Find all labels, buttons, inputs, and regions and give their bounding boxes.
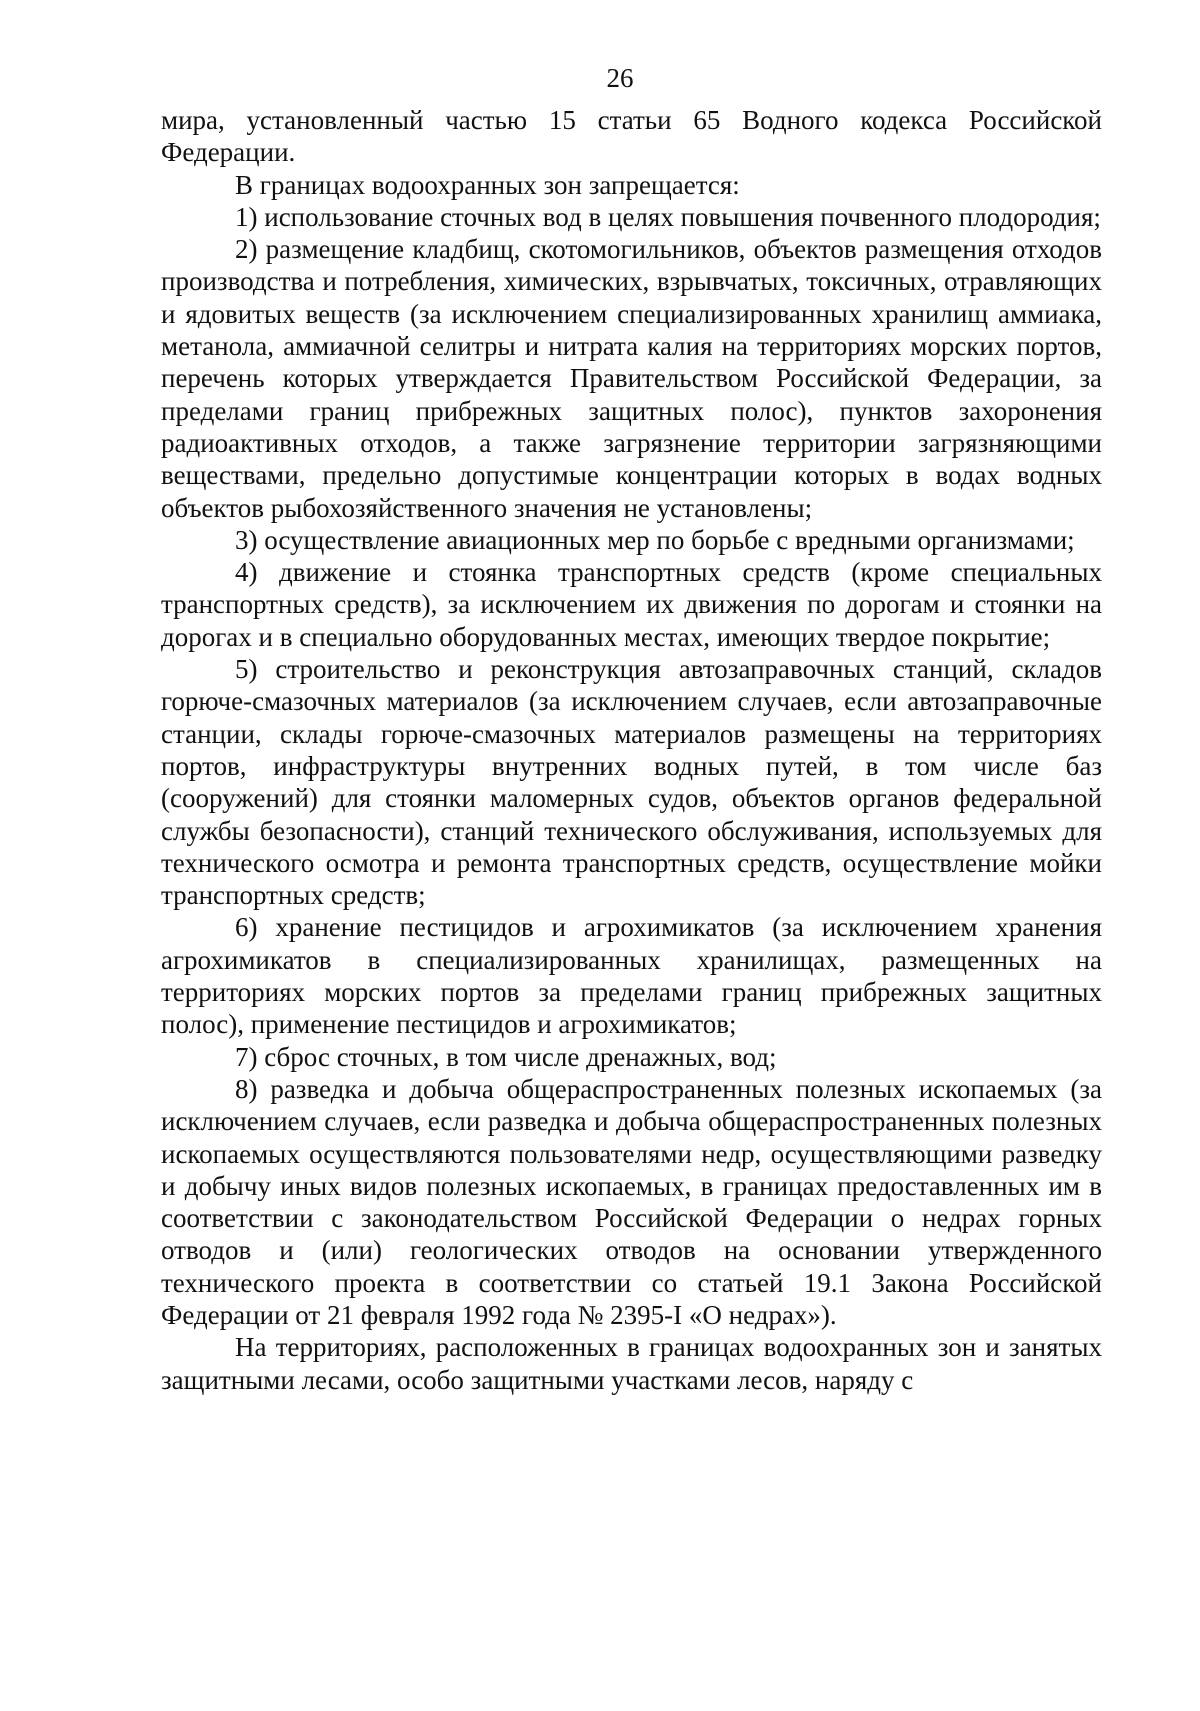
list-item-7: 7) сброс сточных, в том числе дренажных, вод;: [235, 1041, 777, 1072]
document-body: [161, 104, 1102, 1396]
page-number: 26: [606, 63, 634, 93]
list-item-1: 1) использование сточных вод в целях повышения почвенного плодородия;: [235, 201, 1101, 232]
paragraph-protective-forests: На территориях, расположенных в границах водоохранных зон и занятых защитными лесами, особо защитными участками лесов, наряду с: [161, 1332, 1102, 1395]
list-item-5: 5) строительство и реконструкция автозаправочных станций, складов горюче-смазочных материалов (за исключением случаев, если автозаправочные станции, склады горюче-смазочных материалов размещены на территориях портов, инфраструктуры внутренних водных путей, в том числе баз (сооружений) для стоянки маломерных судов, объектов органов федеральной службы безопасности), станций технического обслуживания, используемых для технического осмотра и ремонта транспортных средств, осуществление мойки транспортных средств;: [161, 654, 1102, 911]
list-item-3: 3) осуществление авиационных мер по борьбе с вредными организмами;: [235, 524, 1075, 555]
list-item-4: 4) движение и стоянка транспортных средств (кроме специальных транспортных средств), за исключением их движения по дорогам и стоянки на дорогах и в специально оборудованных местах, имеющих твердое покрытие;: [161, 557, 1102, 652]
list-item-6: 6) хранение пестицидов и агрохимикатов (за исключением хранения агрохимикатов в специализированных хранилищах, размещенных на территориях морских портов за пределами границ прибрежных защитных полос), применение пестицидов и агрохимикатов;: [161, 912, 1102, 1040]
paragraph-prohibitions-intro: В границах водоохранных зон запрещается:: [235, 169, 740, 200]
paragraph-continuation: мира, установленный частью 15 статьи 65 Водного кодекса Российской Федерации.: [161, 105, 1102, 168]
list-item-2: 2) размещение кладбищ, скотомогильников, объектов размещения отходов производства и потребления, химических, взрывчатых, токсичных, отравляющих и ядовитых веществ (за исключением специализированных хранилищ аммиака, метанола, аммиачной селитры и нитрата калия на территориях морских портов, перечень которых утверждается Правительством Российской Федерации, за пределами границ прибрежных защитных полос), пунктов захоронения радиоактивных отходов, а также загрязнение территории загрязняющими веществами, предельно допустимые концентрации которых в водах водных объектов рыбохозяйственного значения не установлены;: [161, 234, 1102, 523]
list-item-8: 8) разведка и добыча общераспространенных полезных ископаемых (за исключением случаев, если разведка и добыча общераспространенных полезных ископаемых осуществляются пользователями недр, осуществляющими разведку и добычу иных видов полезных ископаемых, в границах предоставленных им в соответствии с законодательством Российской Федерации о недрах горных отводов и (или) геологических отводов на основании утвержденного технического проекта в соответствии со статьей 19.1 Закона Российской Федерации от 21 февраля 1992 года № 2395-I «О недрах»).: [161, 1073, 1102, 1330]
